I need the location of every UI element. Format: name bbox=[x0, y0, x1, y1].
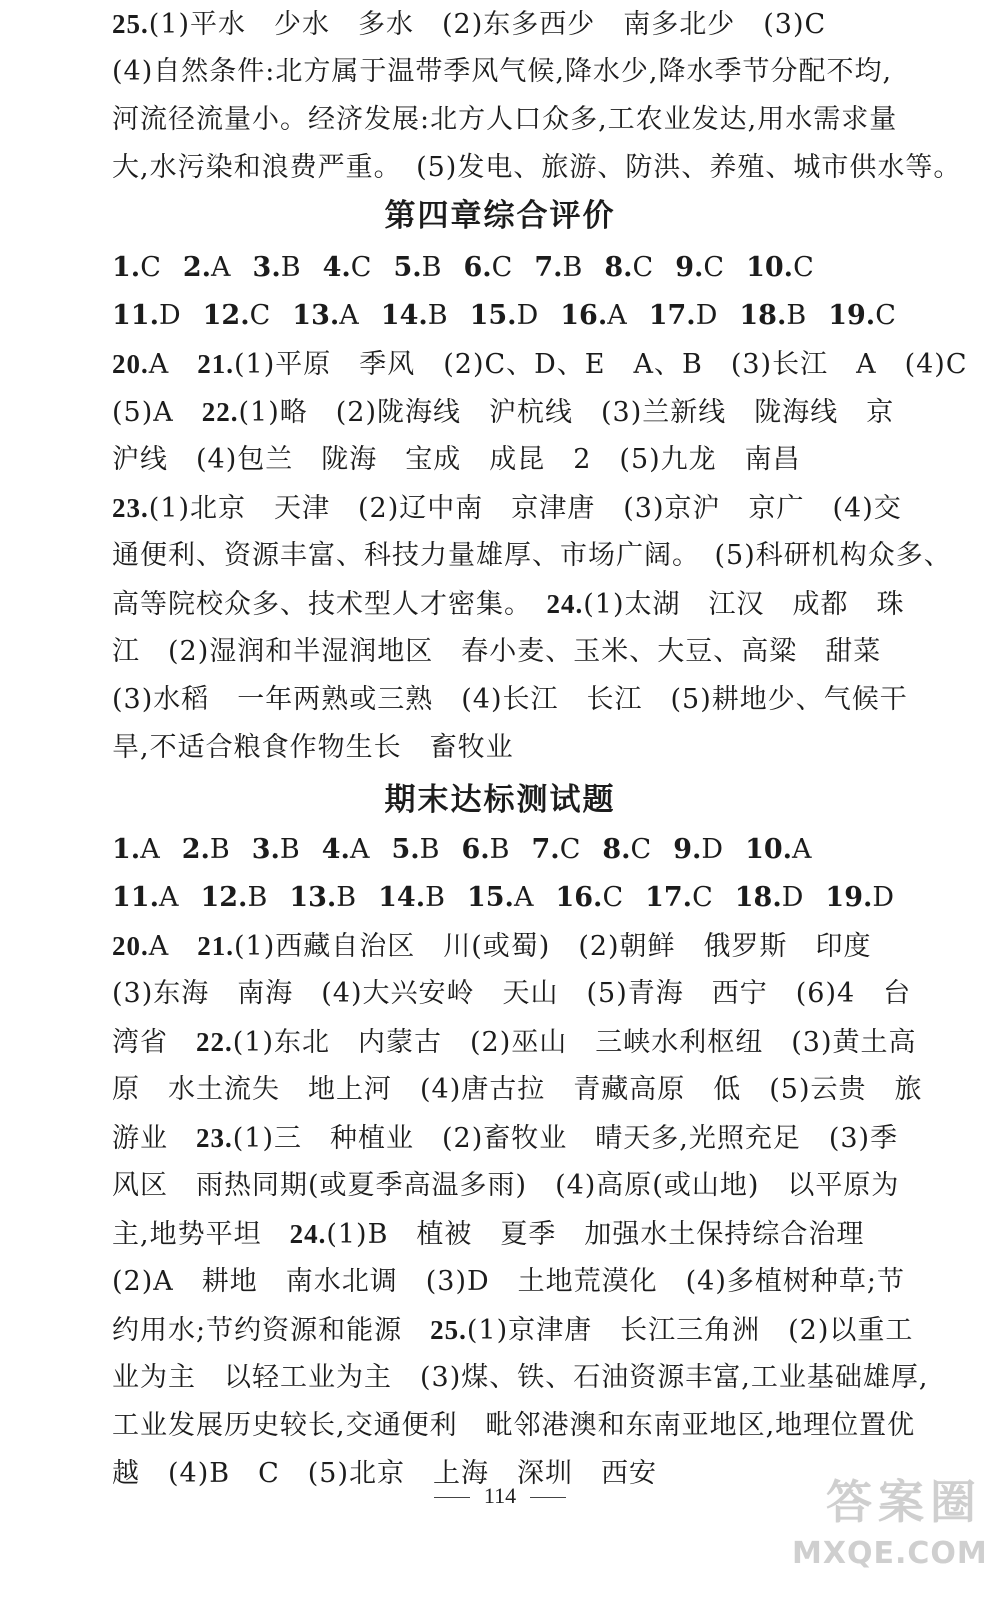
answer-letter: C bbox=[602, 882, 624, 913]
question-number: 6. bbox=[461, 834, 490, 865]
mc-answer bbox=[649, 292, 718, 340]
mc-answer bbox=[112, 874, 178, 922]
answer-text: (1)太湖 江汉 成都 珠 bbox=[583, 589, 905, 620]
answer-letter: B bbox=[280, 252, 301, 283]
answer-text: 约用水;节约资源和能源 bbox=[112, 1315, 431, 1346]
answer-letter: C bbox=[793, 252, 814, 283]
question-number: 19. bbox=[825, 882, 873, 913]
mc-answer bbox=[604, 244, 653, 292]
answer-letter: B bbox=[562, 252, 583, 283]
answer-letter: D bbox=[158, 300, 181, 331]
final-line-25 bbox=[112, 1306, 914, 1354]
answer-text: (1)东北 内蒙古 (2)巫山 三峡水利枢纽 (3)黄土高 bbox=[232, 1027, 917, 1058]
question-number: 16. bbox=[555, 882, 603, 913]
mc-answer bbox=[381, 292, 448, 340]
mc-answer bbox=[463, 244, 512, 292]
answer-letter: A bbox=[792, 834, 812, 865]
question-number: 5. bbox=[393, 252, 422, 283]
question-number: 13. bbox=[292, 300, 340, 331]
answer-letter: C bbox=[140, 252, 161, 283]
question-number: 25. bbox=[112, 9, 149, 39]
mc-answer bbox=[673, 826, 723, 874]
dash-left bbox=[434, 1497, 470, 1498]
question-number: 11. bbox=[112, 882, 159, 913]
final-line-22 bbox=[112, 1018, 917, 1066]
chapter4-title: 第四章综合评价 bbox=[384, 198, 616, 234]
answer-text: 主,地势平坦 bbox=[112, 1219, 290, 1250]
page-number-text: 114 bbox=[483, 1483, 517, 1508]
mc-answer bbox=[739, 292, 806, 340]
answer-letter: B bbox=[489, 834, 510, 865]
question-number: 10. bbox=[745, 834, 793, 865]
mc-answer bbox=[183, 244, 231, 292]
question-number: 4. bbox=[321, 834, 350, 865]
answer-letter: B bbox=[427, 300, 448, 331]
answer-letter: B bbox=[336, 882, 357, 913]
question-number: 19. bbox=[828, 300, 876, 331]
mc-answer bbox=[253, 244, 301, 292]
answer-letter: D bbox=[516, 300, 539, 331]
final-line-24 bbox=[112, 1210, 865, 1258]
final-line-8: 风区 雨热同期(或夏季高温多雨) (4)高原(或山地) 以平原为 bbox=[112, 1170, 900, 1201]
answer-text: (1)北京 天津 (2)辽中南 京津唐 (3)京沪 京广 (4)交 bbox=[148, 493, 902, 524]
mc-answer bbox=[828, 292, 896, 340]
dash-right bbox=[530, 1497, 566, 1498]
question-number: 18. bbox=[739, 300, 787, 331]
answer-letter: C bbox=[875, 300, 896, 331]
answer-text: (1)B 植被 夏季 加强水土保持综合治理 bbox=[326, 1219, 865, 1250]
q25-line-4: 大,水污染和浪费严重。 (5)发电、旅游、防洪、养殖、城市供水等。 bbox=[112, 152, 962, 183]
answer-letter: C bbox=[249, 300, 271, 331]
mc-answer bbox=[675, 244, 724, 292]
mc-answer bbox=[532, 826, 581, 874]
mc-answer bbox=[292, 292, 358, 340]
answer-text: (1)京津唐 长江三角洲 (2)以重工 bbox=[466, 1315, 914, 1346]
mc-answer bbox=[467, 874, 533, 922]
question-number: 3. bbox=[252, 252, 281, 283]
ch4-line-23 bbox=[112, 484, 902, 532]
answer-letter: C bbox=[703, 252, 725, 283]
mc-answer bbox=[112, 292, 181, 340]
question-number: 22. bbox=[201, 397, 239, 427]
mc-answer bbox=[200, 874, 267, 922]
answer-text: 游业 bbox=[112, 1123, 196, 1154]
final-mc-row-1 bbox=[112, 826, 834, 874]
mc-answer bbox=[323, 244, 372, 292]
answer-letter: B bbox=[419, 834, 440, 865]
ch4-line-20-21 bbox=[112, 340, 968, 388]
answer-text: (1)略 (2)陇海线 沪杭线 (3)兰新线 陇海线 京 bbox=[238, 397, 895, 428]
mc-answer bbox=[289, 874, 356, 922]
mc-answer bbox=[461, 826, 509, 874]
mc-answer bbox=[746, 244, 814, 292]
ch4-line-11: 旱,不适合粮食作物生长 畜牧业 bbox=[112, 732, 514, 763]
question-number: 21. bbox=[197, 349, 234, 379]
mc-answer bbox=[393, 244, 441, 292]
mc-answer bbox=[252, 826, 300, 874]
final-line-13: 工业发展历史较长,交通便利 毗邻港澳和东南亚地区,地理位置优 bbox=[112, 1410, 916, 1441]
question-number: 1. bbox=[112, 252, 141, 283]
mc-answer bbox=[182, 826, 230, 874]
ch4-line-9: 江 (2)湿润和半湿润地区 春小麦、玉米、大豆、高粱 甜菜 bbox=[112, 636, 882, 667]
question-number: 3. bbox=[251, 834, 280, 865]
answer-text: (1)平原 季风 (2)C、D、E A、B (3)长江 A (4)C bbox=[234, 349, 968, 380]
final-line-20-21 bbox=[112, 922, 872, 970]
watermark-bottom-text: MXQE.COM bbox=[792, 1536, 988, 1571]
answer-letter: A bbox=[349, 834, 370, 865]
mc-answer bbox=[534, 244, 582, 292]
answer-letter: A bbox=[140, 834, 160, 865]
question-number: 20. bbox=[112, 349, 149, 379]
ch4-line-7: 通便利、资源丰富、科技力量雄厚、市场广阔。 (5)科研机构众多、 bbox=[112, 540, 952, 571]
question-number: 13. bbox=[289, 882, 337, 913]
final-mc-row-2 bbox=[112, 874, 916, 922]
answer-letter: A bbox=[339, 300, 359, 331]
answer-letter: D bbox=[872, 882, 895, 913]
question-number: 9. bbox=[675, 252, 704, 283]
mc-answer bbox=[735, 874, 804, 922]
question-number: 15. bbox=[469, 300, 517, 331]
q25-line-2: (4)自然条件:北方属于温带季风气候,降水少,降水季节分配不均, bbox=[112, 56, 893, 87]
question-number: 8. bbox=[602, 834, 631, 865]
ch4-mc-row-1 bbox=[112, 244, 836, 292]
answer-text: (5)A bbox=[112, 397, 202, 428]
final-line-14: 越 (4)B C (5)北京 上海 深圳 西安 bbox=[112, 1458, 657, 1489]
answer-letter: B bbox=[786, 300, 807, 331]
question-number: 16. bbox=[560, 300, 608, 331]
final-test-title: 期末达标测试题 bbox=[384, 782, 616, 818]
question-number: 17. bbox=[645, 882, 693, 913]
answer-letter: B bbox=[425, 882, 445, 913]
final-line-23 bbox=[112, 1114, 899, 1162]
question-number: 23. bbox=[196, 1123, 233, 1153]
answer-letter: C bbox=[692, 882, 713, 913]
question-number: 17. bbox=[648, 300, 696, 331]
question-number: 18. bbox=[734, 882, 782, 913]
ch4-line-5: 沪线 (4)包兰 陇海 宝成 成昆 2 (5)九龙 南昌 bbox=[112, 444, 801, 475]
answer-text: 高等院校众多、技术型人才密集。 bbox=[112, 589, 547, 620]
answer-text: 湾省 bbox=[112, 1027, 196, 1058]
mc-answer bbox=[745, 826, 811, 874]
answer-letter: B bbox=[209, 834, 230, 865]
answer-letter: B bbox=[421, 252, 442, 283]
watermark-logo bbox=[792, 1466, 988, 1586]
question-number: 24. bbox=[546, 589, 584, 619]
question-number: 21. bbox=[197, 931, 234, 961]
mc-answer bbox=[112, 244, 161, 292]
question-number: 7. bbox=[534, 252, 563, 283]
final-line-4: (3)东海 南海 (4)大兴安岭 天山 (5)青海 西宁 (6)4 台 bbox=[112, 978, 912, 1009]
question-number: 5. bbox=[391, 834, 420, 865]
question-number: 7. bbox=[531, 834, 560, 865]
question-number: 25. bbox=[430, 1315, 467, 1345]
q25-line-3: 河流径流量小。经济发展:北方人口众多,工农业发达,用水需求量 bbox=[112, 104, 898, 135]
question-number: 10. bbox=[746, 252, 794, 283]
question-number: 24. bbox=[289, 1219, 327, 1249]
answer-letter: A bbox=[158, 882, 179, 913]
final-line-6: 原 水土流失 地上河 (4)唐古拉 青藏高原 低 (5)云贵 旅 bbox=[112, 1074, 923, 1105]
answer-letter: B bbox=[247, 882, 268, 913]
question-number: 11. bbox=[112, 300, 159, 331]
ch4-line-22 bbox=[112, 388, 895, 436]
mc-answer bbox=[825, 874, 894, 922]
answer-text: (1)平水 少水 多水 (2)东多西少 南多北少 (3)C bbox=[148, 9, 827, 40]
ch4-mc-row-2 bbox=[112, 292, 918, 340]
question-number: 2. bbox=[181, 834, 210, 865]
answer-letter: C bbox=[350, 252, 372, 283]
question-number: 8. bbox=[604, 252, 633, 283]
answer-letter: A bbox=[607, 300, 627, 331]
mc-answer bbox=[645, 874, 713, 922]
answer-text: (1)西藏自治区 川(或蜀) (2)朝鲜 俄罗斯 印度 bbox=[234, 931, 872, 962]
answer-letter: C bbox=[559, 834, 581, 865]
answer-letter: D bbox=[701, 834, 724, 865]
answer-text: (1)三 种植业 (2)畜牧业 晴天多,光照充足 (3)季 bbox=[232, 1123, 899, 1154]
mc-answer bbox=[391, 826, 439, 874]
question-number: 9. bbox=[673, 834, 702, 865]
question-number: 23. bbox=[112, 493, 149, 523]
mc-answer bbox=[112, 826, 160, 874]
mc-answer bbox=[378, 874, 445, 922]
question-number: 6. bbox=[463, 252, 492, 283]
answer-letter: C bbox=[630, 834, 652, 865]
mc-answer bbox=[470, 292, 539, 340]
ch4-line-24 bbox=[112, 580, 905, 628]
final-line-10: (2)A 耕地 南水北调 (3)D 土地荒漠化 (4)多植树种草;节 bbox=[112, 1266, 905, 1297]
question-number: 1. bbox=[112, 834, 141, 865]
mc-answer bbox=[602, 826, 651, 874]
ch4-line-10: (3)水稻 一年两熟或三熟 (4)长江 长江 (5)耕地少、气候干 bbox=[112, 684, 908, 715]
mc-answer bbox=[203, 292, 271, 340]
watermark-top-text: 答案圈 bbox=[826, 1475, 982, 1529]
answer-letter: A bbox=[513, 882, 534, 913]
question-number: 14. bbox=[380, 300, 428, 331]
mc-answer bbox=[322, 826, 370, 874]
answer-letter: B bbox=[279, 834, 300, 865]
question-number: 20. bbox=[112, 931, 149, 961]
question-number: 15. bbox=[466, 882, 514, 913]
answer-text: A bbox=[148, 349, 198, 380]
question-number: 12. bbox=[200, 882, 248, 913]
q25-line-1 bbox=[112, 0, 850, 48]
answer-letter: C bbox=[632, 252, 654, 283]
mc-answer bbox=[560, 292, 626, 340]
question-number: 12. bbox=[202, 300, 250, 331]
answer-letter: A bbox=[211, 252, 231, 283]
mc-answer bbox=[555, 874, 623, 922]
question-number: 2. bbox=[182, 252, 212, 283]
answer-letter: D bbox=[695, 300, 718, 331]
answer-letter: C bbox=[491, 252, 513, 283]
answer-letter: D bbox=[781, 882, 804, 913]
question-number: 14. bbox=[378, 882, 426, 913]
final-line-12: 业为主 以轻工业为主 (3)煤、铁、石油资源丰富,工业基础雄厚, bbox=[112, 1362, 929, 1393]
answer-text: A bbox=[148, 931, 198, 962]
question-number: 4. bbox=[322, 252, 351, 283]
question-number: 22. bbox=[196, 1027, 233, 1057]
